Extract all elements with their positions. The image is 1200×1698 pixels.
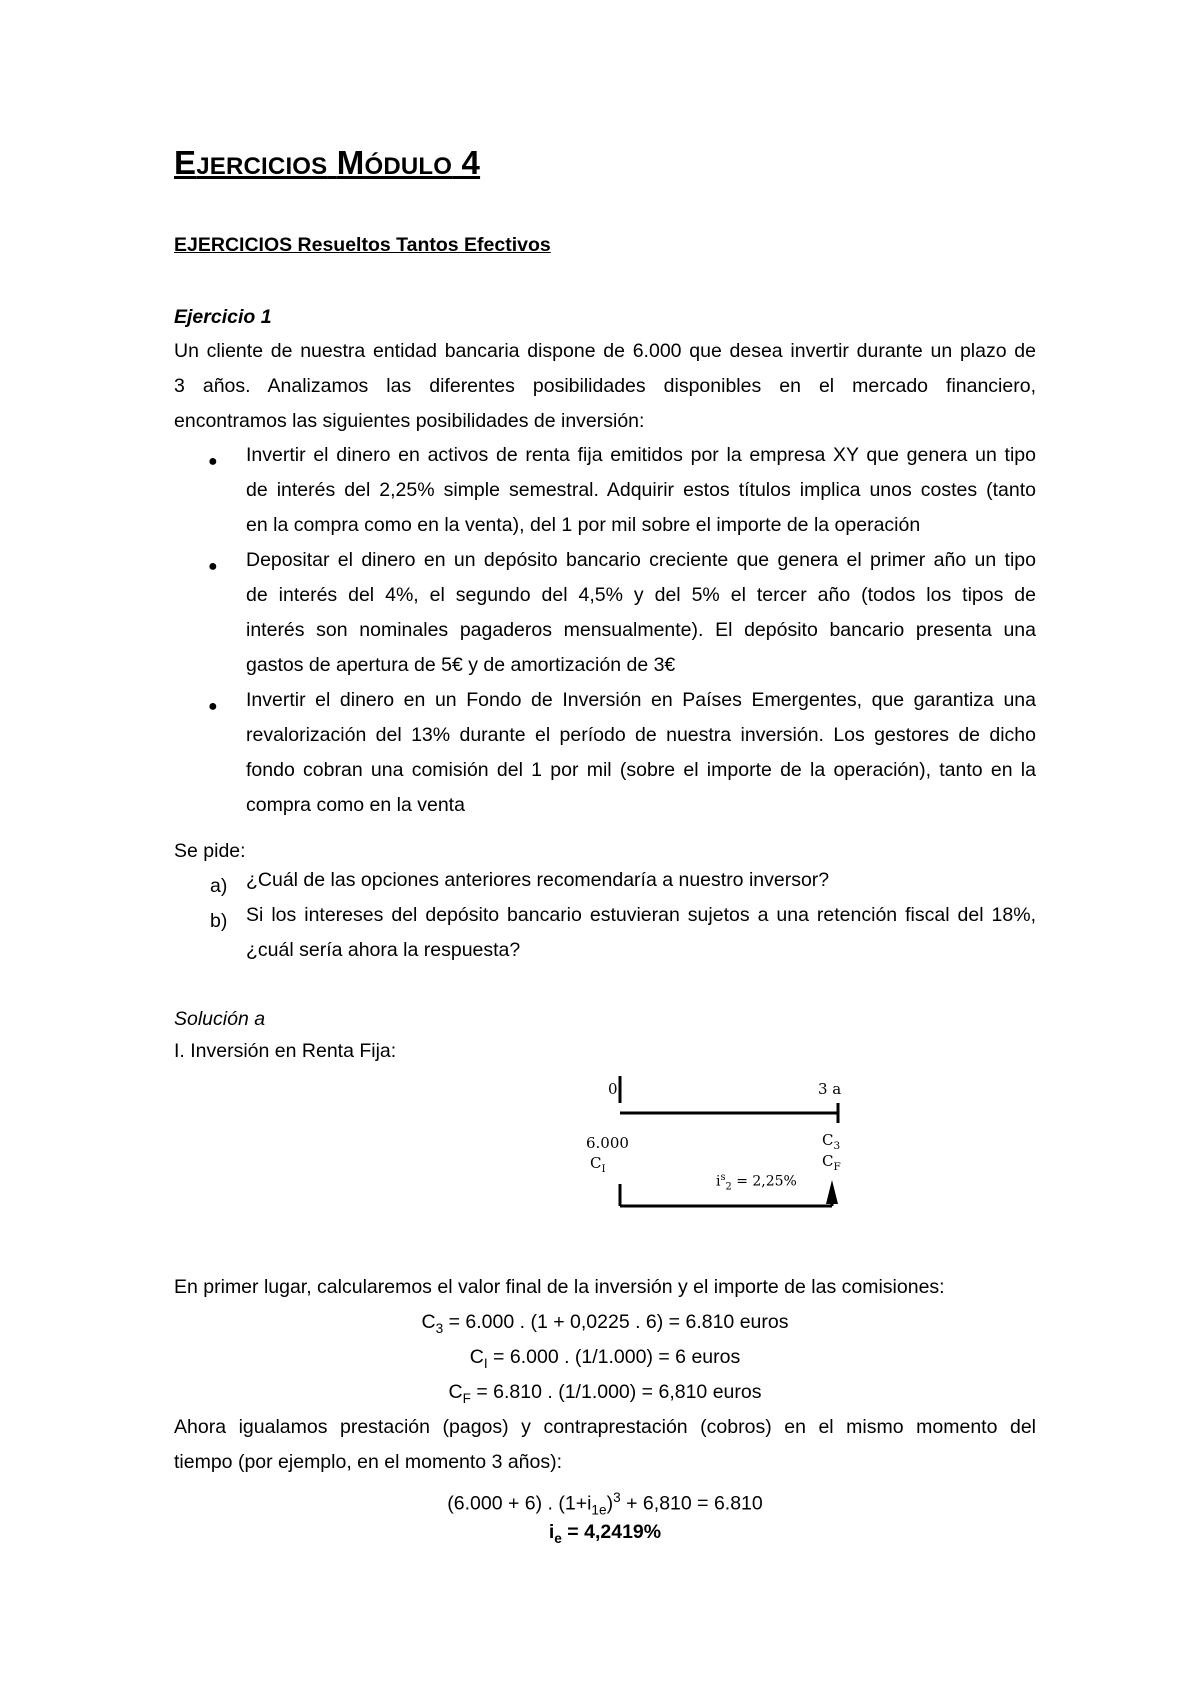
se-pide-label: Se pide: (174, 840, 246, 862)
bullet-icon: ● (208, 558, 218, 575)
section-subtitle: EJERCICIOS Resueltos Tantos Efectivos (174, 234, 551, 256)
formula-c3: $C_3 = 6.000$ . (1 + 0,0225 . 6) = 6.810 euros (421, 1311, 789, 1336)
formula-ci: $C_I = 6.000$ . (1/1.000) = 6 euros (469, 1346, 741, 1371)
exercise-title: Ejercicio 1 (174, 306, 272, 328)
rate-label: $i^s_2 = 2,25\%$ (716, 1172, 797, 1193)
explanation-text: Ahora igualamos prestación (pagos) y contraprestación (cobros) en el mismo momento del tiempo (por ejemplo, en el momento 3 años): (174, 1416, 1036, 1473)
list-item: a) ¿Cuál de las opciones anteriores recomendaría a nuestro inversor? (174, 869, 1036, 904)
intro-line: encontramos las siguientes posibilidades de inversión: (174, 410, 645, 432)
timeline-lines (606, 1076, 926, 1226)
list-item: ● Invertir el dinero en activos de renta fija emitidos por la empresa XY que genera un tipo de interés del 2,25% simple semestral. Adquirir estos títulos implica unos costes (tanto en la compra como en la venta), del 1 por mil sobre el importe de la operación (208, 444, 1036, 536)
cf-label: $C_F$ (822, 1152, 841, 1173)
page-title: EJERCICIOS MÓDULO 4 (174, 144, 481, 181)
equation: (6.000 + 6) . $(1+i_{1e})^3 + 6,810 = 6.810$ (447, 1490, 763, 1518)
amount-label: 6.000 (586, 1134, 629, 1152)
c3-label: $C_3$ (822, 1131, 841, 1152)
intro-line: Un cliente de nuestra entidad bancaria dispone de 6.000 que desea invertir durante un plazo de (174, 340, 1036, 362)
timeline-end-label: 3 a (818, 1080, 842, 1098)
question-label: a) (210, 875, 228, 897)
list-item: ● Depositar el dinero en un depósito bancario creciente que genera el primer año un tipo de interés del 4%, el segundo del 4,5% y del 5% el tercer año (todos los tipos de interés son nominales pagaderos mensualmente). El depósito bancario presenta una gastos de apertura de 5€ y de amortización de 3€ (208, 549, 1036, 676)
questions-list (174, 869, 1036, 974)
explanation-text: En primer lugar, calcularemos el valor final de la inversión y el importe de las comisiones: (174, 1276, 945, 1298)
list-item: ● Invertir el dinero en un Fondo de Inversión en Países Emergentes, que garantiza una revalorización del 13% durante el período de nuestra inversión. Los gestores de dicho fondo cobran una comisión del 1 por mil (sobre el importe de la operación), tanto en la compra como en la venta (208, 689, 1036, 816)
bullet-icon: ● (208, 453, 218, 470)
up-arrow-icon (826, 1180, 838, 1204)
section-heading: I. Inversión en Renta Fija: (174, 1040, 397, 1062)
bullet-icon: ● (208, 698, 218, 715)
list-item: b) Si los intereses del depósito bancario estuvieran sujetos a una retención fiscal del 18%, ¿cuál sería ahora la respuesta? (210, 904, 1036, 961)
result: $i_e = 4,2419\%$ (548, 1521, 662, 1546)
question-label: b) (210, 910, 228, 932)
solution-title: Solución a (174, 1008, 266, 1030)
formula-cf: $C_F = 6.810$ . (1/1.000) = 6,810 euros (448, 1381, 762, 1406)
intro-line: 3 años. Analizamos las diferentes posibilidades disponibles en el mercado financiero, (174, 375, 1036, 397)
ci-label: $C_I$ (590, 1154, 606, 1175)
timeline-diagram (586, 1076, 926, 1226)
intro-paragraph (174, 334, 1036, 439)
timeline-start-label: 0 (608, 1080, 618, 1098)
investment-options-list (174, 444, 1036, 829)
